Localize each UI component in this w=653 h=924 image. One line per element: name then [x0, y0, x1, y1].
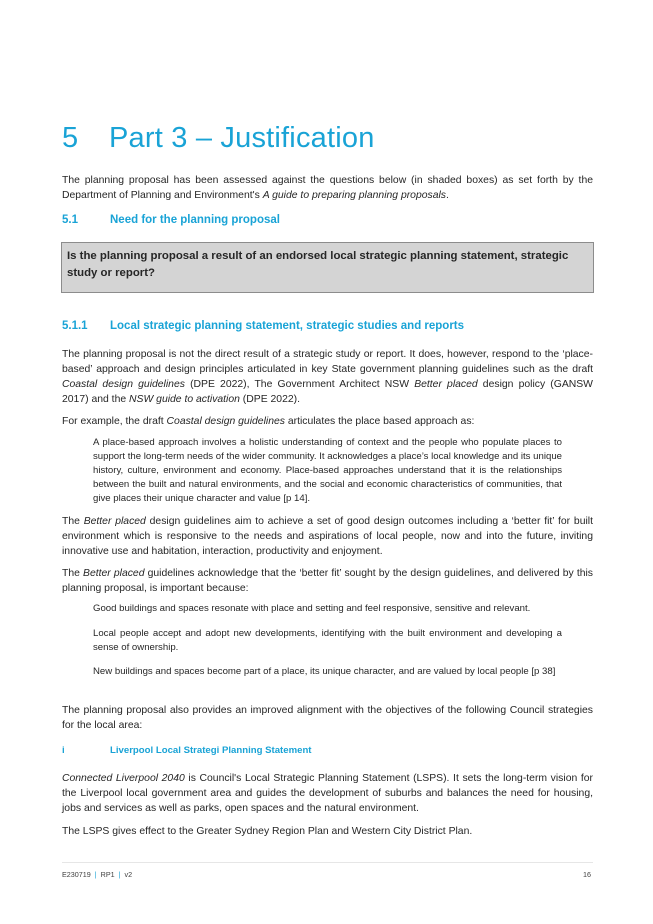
paragraph-place-based — [62, 347, 593, 407]
text-run: design guidelines aim to achieve a set of good design outcomes including a ‘better fit’ for built environment which is responsive to the needs and aspirations of local people, now and into the future, inviting innovative use and habitation, interaction, productivity and enjoyment. — [62, 516, 593, 557]
section-heading-5-1 — [62, 214, 280, 226]
paragraph-better-placed — [62, 514, 593, 559]
text-run: (DPE 2022), The Government Architect NSW — [184, 379, 415, 390]
footer-separator: | — [118, 870, 121, 879]
footer-report: RP1 — [100, 870, 115, 879]
doc-title-better-placed: Better placed — [83, 516, 146, 527]
text-run: (DPE 2022). — [239, 394, 300, 405]
text-run: The — [62, 568, 84, 579]
intro-end: . — [446, 190, 449, 201]
chapter-heading — [62, 122, 375, 155]
intro-guide-title: A guide to preparing planning proposals — [262, 190, 446, 201]
footer-divider — [62, 862, 593, 863]
section-heading-5-1-1 — [62, 320, 464, 332]
chapter-title: Part 3 – Justification — [109, 122, 375, 154]
text-run: articulates the place based approach as: — [284, 416, 475, 427]
subsection-number: 5.1.1 — [62, 320, 88, 332]
page-number: 16 — [583, 870, 591, 879]
intro-text: The planning proposal has been assessed against the questions below (in shaded boxes) as set forth by the Department of Planning and Environment's — [62, 175, 593, 201]
doc-title-better-placed: Better placed — [414, 379, 478, 390]
paragraph-lsps-effect: The LSPS gives effect to the Greater Sydney Region Plan and Western City District Plan. — [62, 826, 473, 837]
doc-title-coastal: Coastal design guidelines — [62, 379, 185, 390]
doc-title-connected-liverpool: Connected Liverpool 2040 — [62, 773, 185, 784]
intro-paragraph — [62, 173, 593, 203]
footer-separator: | — [94, 870, 97, 879]
text-run: The planning proposal is not the direct result of a strategic study or report. It does, however, respond to the ‘place-based’ approach and design principles articulated in key State government planning guidelines such as the draft — [62, 349, 593, 375]
paragraph-better-fit — [62, 566, 593, 596]
block-quote-place-based: A place-based approach involves a holistic understanding of context and the people who populate places to support the long-term needs of the wider community. It acknowledges a place’s local knowledge and its unique history, culture, environment and economy. Place-based approaches understand that it is the relationships between the built and natural environments, and the social and economic characteristics of communities, that give places their unique character and value [p 14]. — [93, 437, 562, 504]
text-run: guidelines acknowledge that the ‘better fit’ sought by the design guidelines, and delivered by this planning proposal, is important because: — [62, 568, 593, 594]
subheading-title: Liverpool Local Strategi Planning Statement — [110, 745, 312, 756]
block-quote-new-buildings: New buildings and spaces become part of a place, its unique character, and are valued by local people [p 38] — [93, 666, 556, 677]
footer-doc-id: E230719 — [62, 870, 91, 879]
doc-title-coastal: Coastal design guidelines — [166, 416, 285, 427]
text-run: For example, the draft — [62, 416, 167, 427]
paragraph-connected-liverpool — [62, 771, 593, 816]
text-run: The — [62, 516, 84, 527]
section-title: Need for the planning proposal — [110, 214, 280, 226]
block-quote-good-buildings: Good buildings and spaces resonate with place and setting and feel responsive, sensitive and relevant. — [93, 603, 531, 614]
paragraph-example — [62, 414, 593, 429]
shaded-question-box — [61, 242, 594, 293]
footer-version: v2 — [124, 870, 133, 879]
footer-document-reference — [62, 870, 132, 879]
list-numeral: i — [62, 745, 65, 756]
text-run: is Council's Local Strategic Planning Statement (LSPS). It sets the long-term vision for the Liverpool local government area and guides the development of suburbs and balances the need for housing, jobs and services as well as parks, open spaces and the natural environment. — [62, 773, 593, 814]
doc-title-better-placed: Better placed — [83, 568, 145, 579]
text-run: design policy (GANSW 2017) and the — [62, 379, 593, 405]
doc-title-activation: NSW guide to activation — [129, 394, 240, 405]
section-number: 5.1 — [62, 214, 78, 226]
paragraph-council-strategies: The planning proposal also provides an improved alignment with the objectives of the following Council strategies for the local area: — [62, 705, 593, 731]
subheading-lsps — [62, 745, 312, 756]
block-quote-local-people: Local people accept and adopt new developments, identifying with the built environment and developing a sense of ownership. — [93, 628, 562, 653]
subsection-title: Local strategic planning statement, strategic studies and reports — [110, 320, 465, 332]
question-text: Is the planning proposal a result of an endorsed local strategic planning statement, strategic study or report? — [67, 250, 569, 279]
chapter-number: 5 — [62, 122, 79, 154]
